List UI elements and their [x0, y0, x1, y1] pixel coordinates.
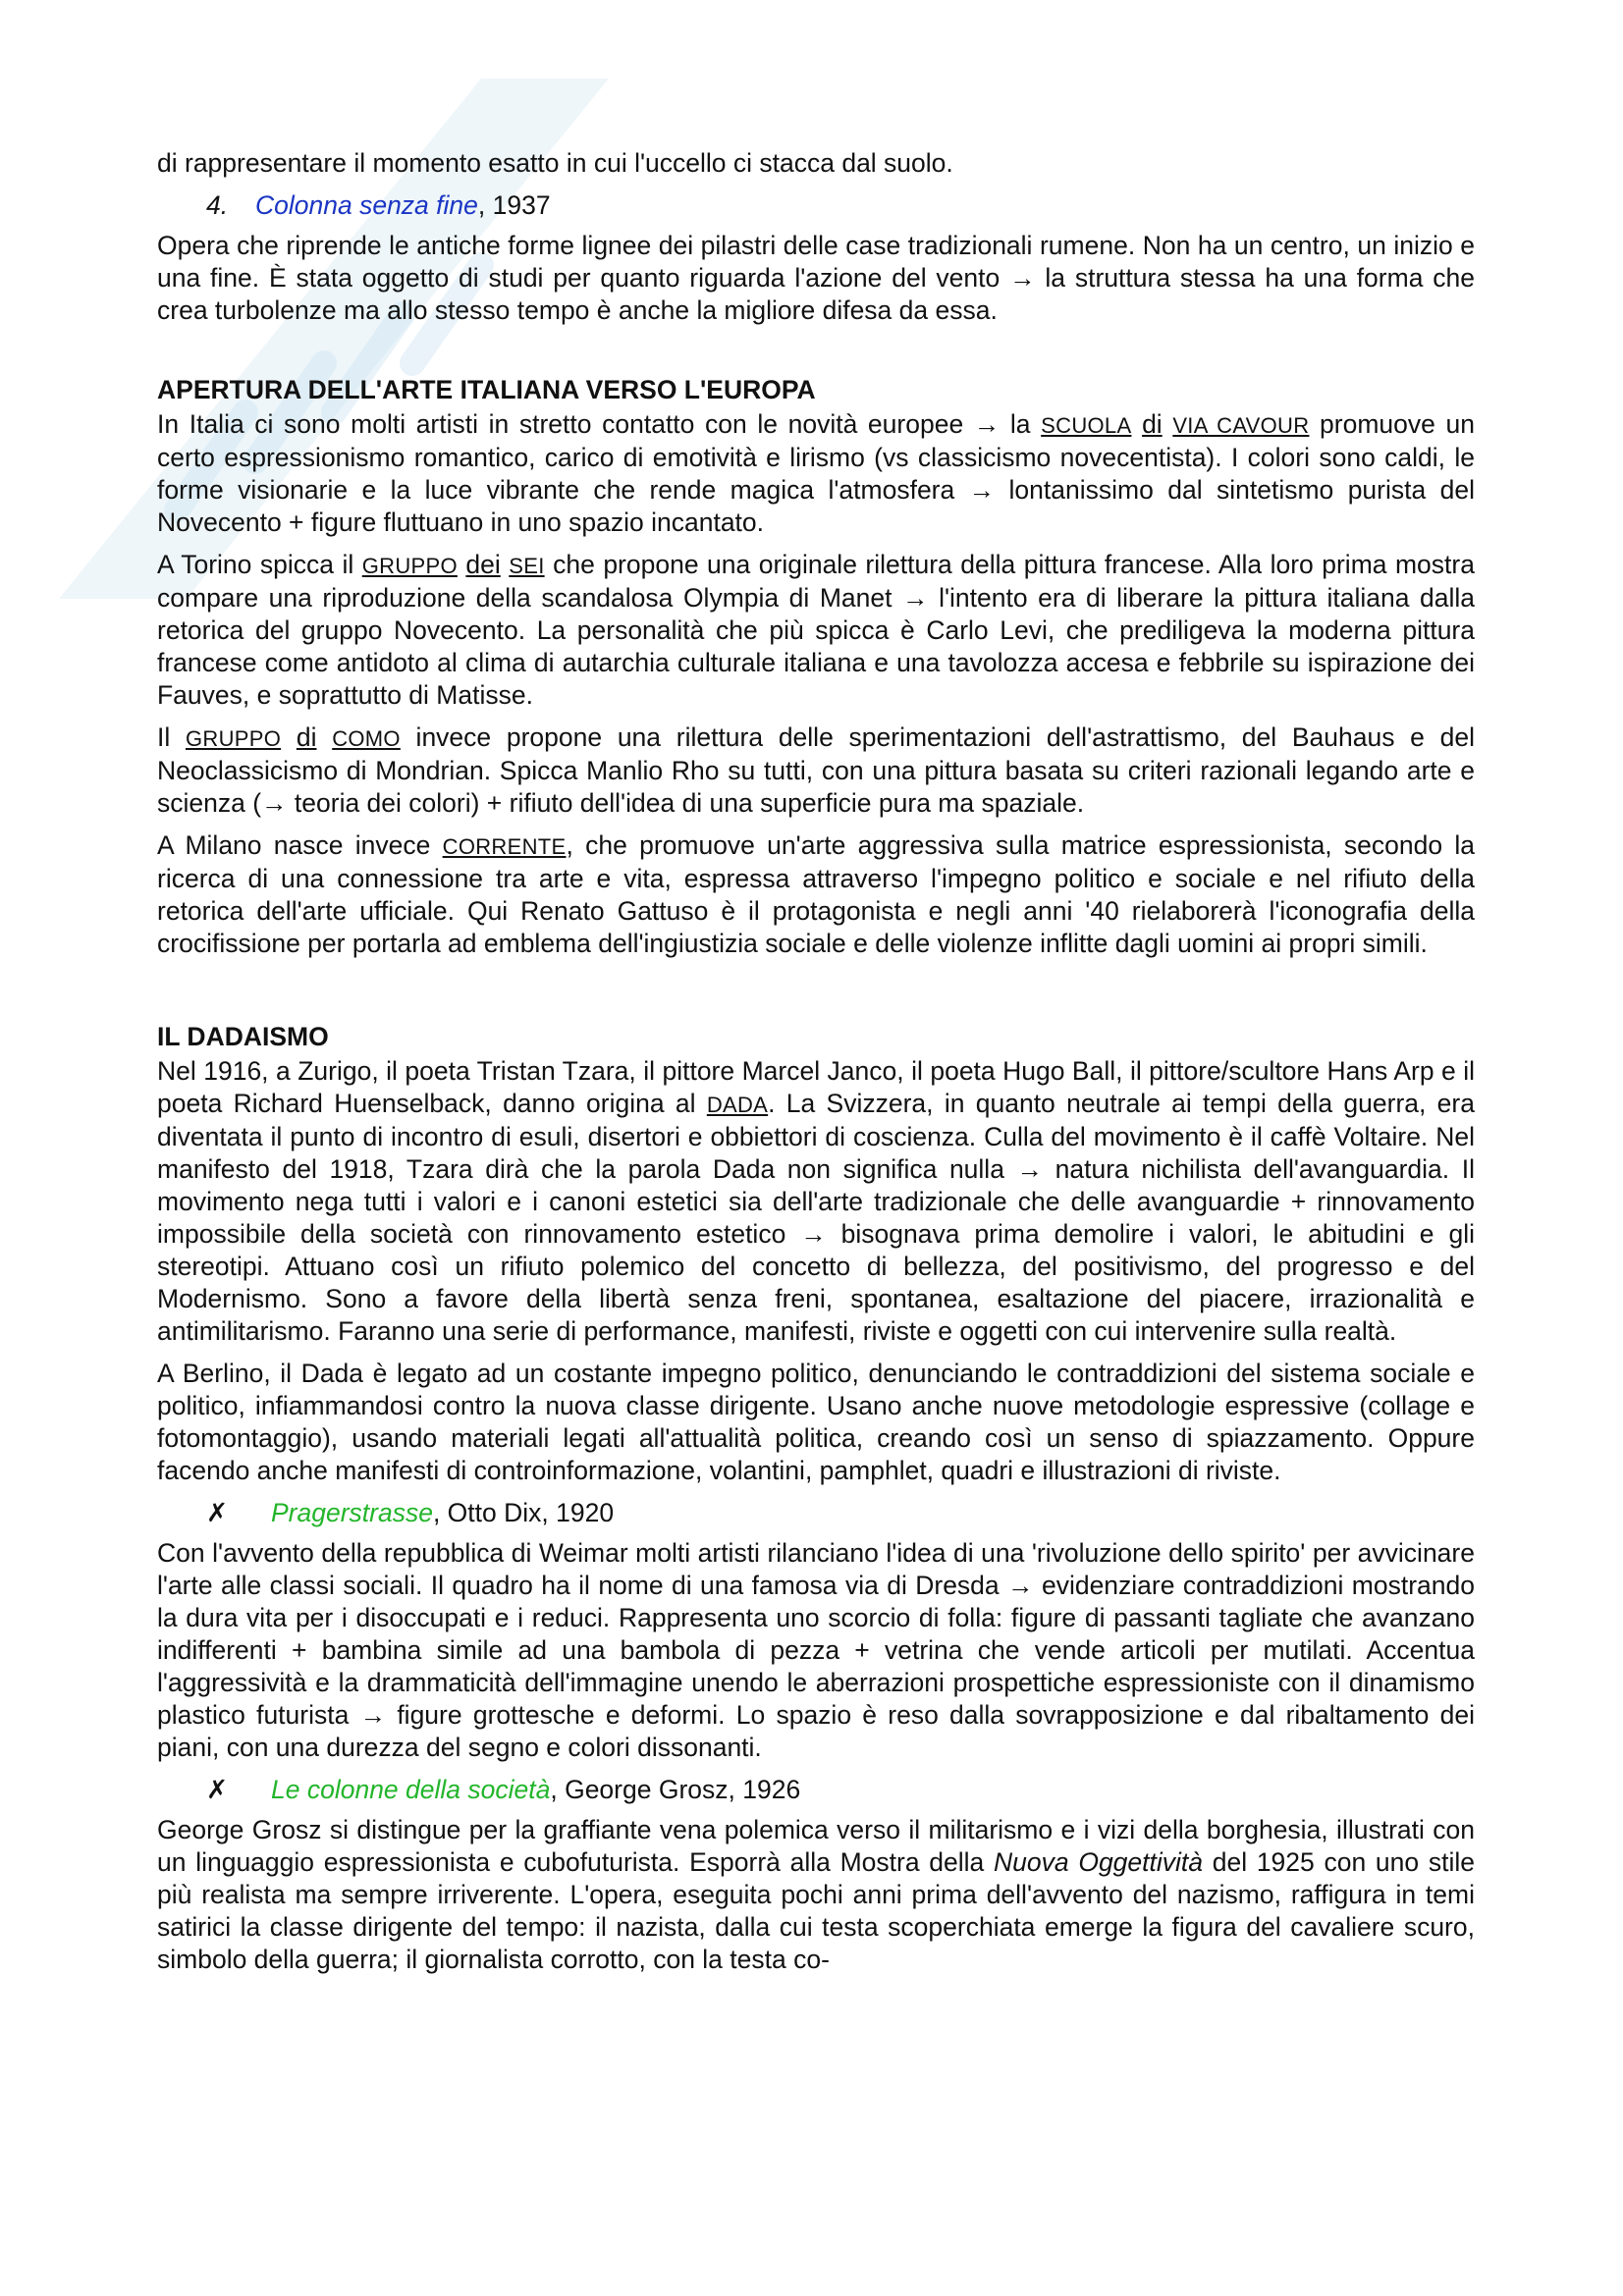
term-scuola: SCUOLA	[1041, 413, 1132, 438]
section-heading-apertura: APERTURA DELL'ARTE ITALIANA VERSO L'EUROPA	[157, 375, 816, 404]
work-title: Pragerstrasse	[271, 1498, 433, 1527]
paragraph-colonna-desc: Opera che riprende le antiche forme lignee dei pilastri delle case tradizionali rumene. Non ha un centro, un inizio e una fine. È stata oggetto di studi per quanto riguarda l'azione del vento → la struttura stessa ha una forma che crea turbolenze ma allo stesso tempo è anche la migliore difesa da essa.	[157, 231, 1475, 325]
intro-line: di rappresentare il momento esatto in cui l'uccello ci stacca dal suolo.	[157, 148, 953, 178]
term-di: di	[296, 722, 317, 752]
list-item-colonna-senza-fine	[157, 189, 1475, 222]
work-date: , 1937	[477, 190, 551, 220]
term-dei: dei	[465, 550, 501, 579]
document-page	[157, 147, 1475, 1986]
paragraph-dada-berlino: A Berlino, il Dada è legato ad un costante impegno politico, denunciando le contraddizioni del sistema sociale e politico, infiammandosi contro la nuova classe dirigente. Usano anche nuove metodologie espressive (collage e fotomontaggio), usando materiali legati all'attualità politica, creando così un senso di spiazzamento. Oppure facendo anche manifesti di controinformazione, volantini, pamphlet, quadri e illustrazioni di riviste.	[157, 1359, 1475, 1485]
term-gruppo: GRUPPO	[185, 726, 282, 751]
work-author-date: , Otto Dix, 1920	[432, 1498, 615, 1527]
section-heading-dadaismo: IL DADAISMO	[157, 1022, 329, 1051]
paragraph-gruppo-dei-sei: A Torino spicca il GRUPPO dei SEI che propone una originale rilettura della pittura francese. Alla loro prima mostra compare una riproduzione della scandalosa Olympia di Manet → l'intento era di liberare la pittura italiana dalla retorica del gruppo Novecento. La personalità che più spicca è Carlo Levi, che prediligeva la moderna pittura francese come antidoto al clima di autarchia culturale italiana e una tavolozza accesa e febbrile su ispirazione dei Fauves, e soprattutto di Matisse.	[157, 550, 1475, 710]
list-item-pragerstrasse	[157, 1497, 1475, 1529]
term-como: COMO	[332, 726, 401, 751]
term-nuova-oggettivita: Nuova Oggettività	[994, 1847, 1204, 1877]
paragraph-grosz-desc: George Grosz si distingue per la graffiante vena polemica verso il militarismo e i vizi della borghesia, illustrati con un linguaggio espressionista e cubofuturista. Esporrà alla Mostra della Nuova Oggettività del 1925 con uno stile più realista ma sempre irriverente. L'opera, eseguita pochi anni prima dell'avvento del nazismo, raffigura in temi satirici la classe dirigente del tempo: il nazista, dalla cui testa scoperchiata emerge la figura del cavaliere scuro, simbolo della guerra; il giornalista corrotto, con la testa co-	[157, 1815, 1475, 1974]
term-via-cavour: VIA CAVOUR	[1172, 413, 1310, 438]
term-corrente: CORRENTE	[442, 834, 567, 859]
term-di: di	[1142, 409, 1163, 439]
work-title: Le colonne della società	[271, 1775, 551, 1804]
work-author-date: , George Grosz, 1926	[550, 1775, 801, 1804]
paragraph-pragerstrasse-desc: Con l'avvento della repubblica di Weimar molti artisti rilanciano l'idea di una 'rivoluzione dello spirito' per avvicinare l'arte alle classi sociali. Il quadro ha il nome di una famosa via di Dresda → evidenziare contraddizioni mostrando la dura vita per i disoccupati e i reduci. Rappresenta uno scorcio di folla: figure di passanti tagliate che avanzano indifferenti + bambina simile ad una bambola di pezza + vetrina che vende articoli per mutilati. Accentua l'aggressività e la drammaticità dell'immagine unendo le aberrazioni prospettiche espressioniste con il dinamismo plastico futurista → figure grottesche e deformi. Lo spazio è reso dalla sovrapposizione e dal ribaltamento dei piani, con una durezza del segno e colori dissonanti.	[157, 1538, 1475, 1762]
cross-bullet-icon: ✗	[206, 1775, 229, 1804]
paragraph-corrente: A Milano nasce invece CORRENTE, che promuove un'arte aggressiva sulla matrice espressionista, secondo la ricerca di una connessione tra arte e vita, espressa attraverso l'impegno politico e sociale e nel rifiuto della retorica dell'arte ufficiale. Qui Renato Gattuso è il protagonista e negli anni '40 rielaborerà l'iconografia della crocifissione per portarla ad emblema dell'ingiustizia sociale e delle violenze inflitte dagli uomini ai propri simili.	[157, 830, 1475, 958]
work-title: Colonna senza fine	[255, 190, 478, 220]
paragraph-gruppo-di-como: Il GRUPPO di COMO invece propone una rilettura delle sperimentazioni dell'astrattismo, del Bauhaus e del Neoclassicismo di Mondrian. Spicca Manlio Rho su tutti, con una pittura basata su criteri razionali legando arte e scienza (→ teoria dei colori) + rifiuto dell'idea di una superficie pura ma spaziale.	[157, 722, 1475, 818]
cross-bullet-icon: ✗	[206, 1498, 229, 1527]
term-gruppo: GRUPPO	[361, 554, 458, 578]
term-sei: SEI	[509, 554, 545, 578]
term-dada: DADA	[706, 1093, 769, 1117]
item-number: 4.	[206, 190, 229, 220]
paragraph-scuola-via-cavour: In Italia ci sono molti artisti in stretto contatto con le novità europee → la SCUOLA di VIA CAVOUR promuove un certo espressionismo romantico, carico di emotività e lirismo (vs classicismo novecentista). I colori sono caldi, le forme visionarie e la luce vibrante che rende magica l'atmosfera → lontanissimo dal sintetismo purista del Novecento + figure fluttuano in uno spazio incantato.	[157, 409, 1475, 537]
list-item-colonne-societa	[157, 1774, 1475, 1806]
paragraph-dada-zurigo: Nel 1916, a Zurigo, il poeta Tristan Tzara, il pittore Marcel Janco, il poeta Hugo Ball, il pittore/scultore Hans Arp e il poeta Richard Huenselback, danno origina al DADA. La Svizzera, in quanto neutrale ai tempi della guerra, era diventata il punto di incontro di esuli, disertori e obbiettori di coscienza. Culla del movimento è il caffè Voltaire. Nel manifesto del 1918, Tzara dirà che la parola Dada non significa nulla → natura nichilista dell'avanguardia. Il movimento nega tutti i valori e i canoni estetici sia dell'arte tradizionale che delle avanguardie + rinnovamento impossibile della società con rinnovamento estetico → bisognava prima demolire i valori, le abitudini e gli stereotipi. Attuano così un rifiuto polemico del concetto di bellezza, del positivismo, del progresso e del Modernismo. Sono a favore della libertà senza freni, spontanea, esaltazione del piacere, irrazionalità e antimilitarismo. Faranno una serie di performance, manifesti, riviste e oggetti con cui intervenire sulla realtà.	[157, 1056, 1475, 1346]
